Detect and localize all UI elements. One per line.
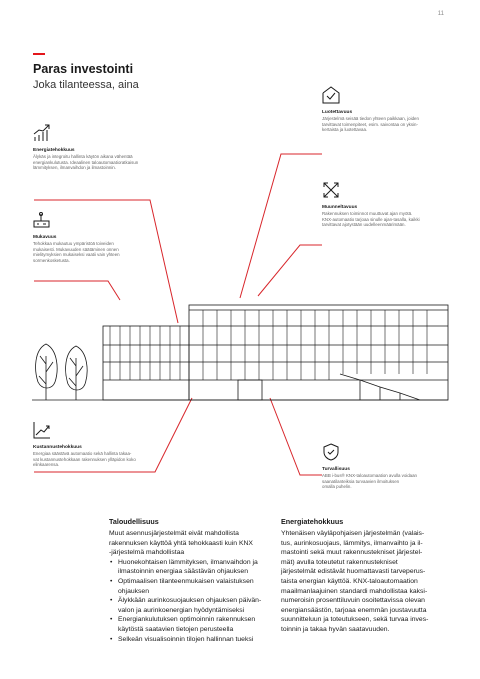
trend-graph-icon <box>33 421 51 439</box>
feature-heading: Luotettavuus <box>322 110 353 115</box>
feature-text: Älykäs ja integroitu hallinta käytön aikana vähentää energiankulutusta. Ideaalinen taloautomaatioratkaisun lämmityksen, ilmanvaihdon ja ilmastoinnin. <box>33 154 139 171</box>
building-lines <box>32 305 448 400</box>
feature-heading: Mukavuus <box>33 235 57 240</box>
feature-ease <box>33 211 168 263</box>
page-number: 11 <box>437 11 444 17</box>
shield-check-icon <box>322 443 340 461</box>
feature-text: Energiaa säästävä automaatio sekä hallinta takaa- vat kustannustehokkaan rakennuksen ylläpidon koko elinkaarensa. <box>33 451 136 468</box>
checked-envelope-icon <box>322 86 340 104</box>
tree-icon <box>36 344 58 400</box>
section-economy <box>109 517 279 644</box>
page-subtitle: Joka tilanteessa, aina <box>33 79 139 91</box>
section-body: Yhtenäisen väyläpohjaisen järjestelmän (valais- tus, aurinkosuojaus, lämmitys, ilmanvaihto ja il- mastointi sekä muut rakennustekniset järjestel- mät) avulla toteutetut rakennustekniset järjestelmät edistävät huomattavasti tarveperus- taista energian käyttöä. KNX-taloautomaation maailmanlaajuinen standardi mahdollistaa kaksi- numeroisin prosenttiluvuin osoitettavissa olevan energiansäästön, tarjoaa enemmän joustavuutta suunnitteluun ja toteutukseen, sekä turvaa inves- toinnin ja takaa hyvän saatavuuden. <box>281 530 429 633</box>
feature-flexibility <box>322 181 452 228</box>
control-panel-icon <box>33 211 51 229</box>
section-intro: Muut asennusjärjestelmät eivät mahdollista rakennuksen käyttöä yhtä tehokkaasti kuin KNX -järjestelmä mahdollistaa <box>109 530 253 557</box>
list-item: • Energiankulutuksen optimoinnin rakennuksen käytöstä saatavien tietojen perusteella <box>118 615 279 634</box>
feature-reliability <box>322 86 452 133</box>
list-item: • Optimaalisen tilanteenmukaisen valaistuksen ohjauksen <box>118 577 279 596</box>
trees <box>36 344 88 400</box>
feature-text: Rakennuksen toiminnot muuttuvat ajan myötä. KNX-automaatio tarjoaa sinulle ajan-tasalla, kaikki tarvittavat ajotystään uudelleenmäärimään. <box>322 211 420 228</box>
list-item: • Selkeän visualisoinnin tilojen hallinnan tueksi <box>118 635 279 645</box>
list-item: • Huonekohtaisen lämmityksen, ilmanvaihdon ja ilmastoinnin energiaa säästävän ohjauksen <box>118 558 279 577</box>
feature-cost <box>33 421 168 468</box>
feature-heading: Turvallisuus <box>322 467 350 472</box>
section-heading: Taloudellisuus <box>109 517 159 526</box>
feature-text: ABB i-bus® KNX-taloautomaation avulla voidaan saanatilanteiksia turvaavien ilmoituksen omalla puhelin. <box>322 473 418 490</box>
section-energy-efficiency <box>281 517 456 635</box>
list-item: • Älykkään aurinkosuojauksen ohjauksen päivän- valon ja aurinkoenergian hyödyntämiseksi <box>118 596 279 615</box>
feature-heading: Energiatehokkuus <box>33 148 75 153</box>
feature-text: Tehokkaa mukautuu ympäristöä toiveiden mukaisesti. Mukavuuden säätäminen onnen mielitymyksien mukaiseksi vaatii vain yhteen sormenkosketusta. <box>33 241 120 263</box>
expand-arrows-icon <box>322 181 340 199</box>
feature-energy <box>33 124 168 171</box>
feature-security <box>322 443 452 490</box>
tree-icon <box>66 346 88 400</box>
rising-bar-chart-icon <box>33 124 51 142</box>
feature-heading: Muunneltavuus <box>322 205 358 210</box>
feature-heading: Kustannustehokkuus <box>33 445 82 450</box>
page-title: Paras investointi <box>33 62 134 76</box>
benefit-list <box>109 558 279 644</box>
section-heading: Energiatehokkuus <box>281 517 344 526</box>
feature-text: Järjestelmä seisää tiedon yhteen paikkaan, joiden tarvittavat toimenpiteet, esim. saivontaa on yksin- kertaista ja luotettavaa. <box>322 116 419 133</box>
